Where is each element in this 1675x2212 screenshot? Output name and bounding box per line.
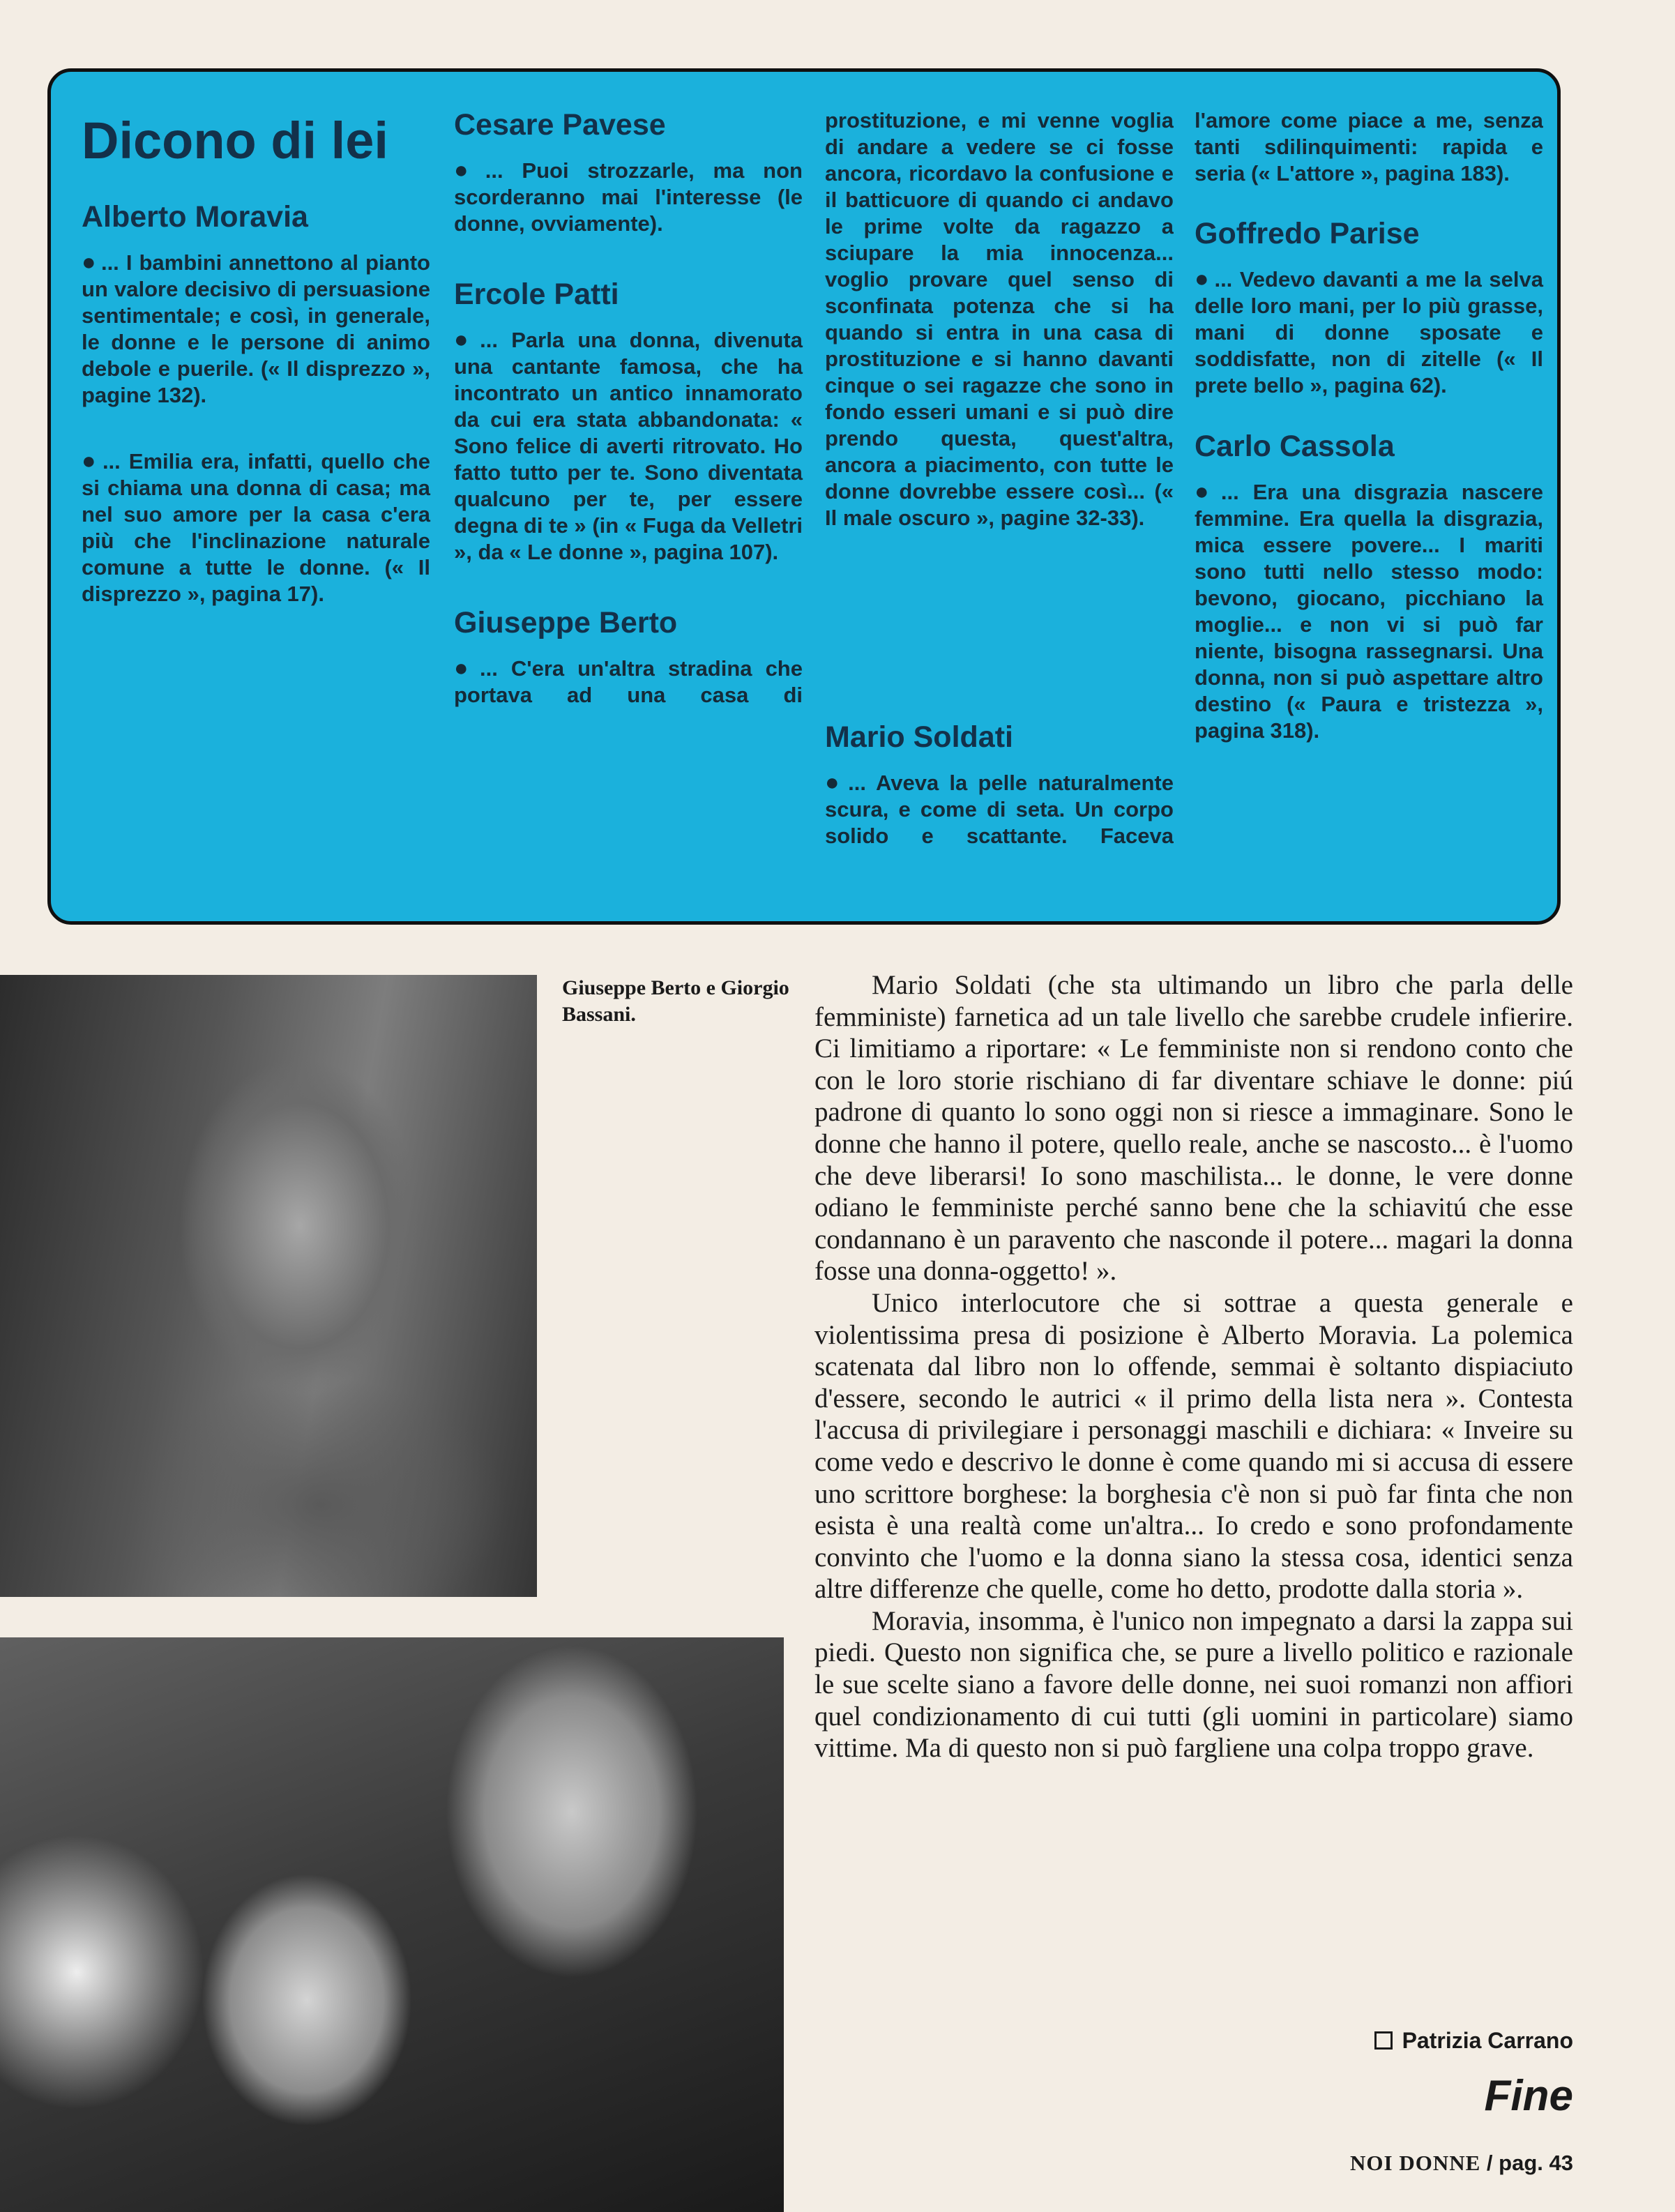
quote-continuation: prostituzione, e mi venne voglia di andare a vedere se ci fosse ancora, ricordavo la confusione e il batticuore di quando ci andavo le prime volte da ragazzo a sciupare la mia innocenza... voglio provare quel senso di sconfinata potenza che si ha quando si entra in una casa di prostituzione e si hanno davanti cinque o sei ragazze che sono in fondo esseri umani e si può dire prendo questa, quest'altra, ancora a piacimento, con tutte le donne dovrebbe essere così... (« Il male oscuro », pagine 32-33).	[825, 108, 1174, 530]
author-name: Goffredo Parise	[1195, 217, 1420, 250]
author-name: Alberto Moravia	[82, 200, 308, 234]
article-paragraph: Moravia, insomma, è l'unico non impegnato a darsi la zappa sui piedi. Questo non significa che, se pure a livello politico e razionale le sue scelte siano a favore delle donne, nei suoi romanzi non affiori quel condizionamento di cui tutti (gli uomini in particolare) siamo vittime. Ma di questo non si può fargliene una colpa troppo grave.	[814, 1605, 1573, 1764]
quote-text: ● ... Aveva la pelle naturalmente scura, e come di seta. Un corpo solido e scattante. Faceva	[825, 769, 1174, 848]
quote-text: ● ... I bambini annettono al pianto un valore decisivo di persuasione sentimentale; e così, in generale, le donne e le persone di animo debole e puerile. (« Il disprezzo », pagine 132).	[82, 249, 430, 407]
author-name: Ercole Patti	[454, 278, 619, 311]
sidebar-title: Dicono di lei	[82, 112, 388, 169]
quote-sidebar	[47, 68, 1561, 925]
sidebar-column-4	[1195, 107, 1543, 893]
quote-text-continued	[1195, 107, 1543, 186]
author-name: Cesare Pavese	[454, 108, 666, 142]
magazine-name: NOI DONNE	[1350, 2151, 1481, 2175]
article-paragraph: Mario Soldati (che sta ultimando un libro che parla delle femministe) farnetica ad un tale livello che sarebbe crudele infierire. Ci limitiamo a riportare: « Le femministe non si rendono conto che con le loro storie rischiano di far diventare schiave le donne: piú padrone di quanto lo sono oggi non si riesce a immaginare. Sono le donne che hanno il potere, quello reale, anche se nascosto... è l'uomo che deve liberarsi! Io sono maschilista... le donne, le vere donne odiano le femministe perché sanno bene che la schiavitú che esse condannano è un paravento che nasconde il potere... magari la donna fosse una donna-oggetto! ».	[814, 970, 1573, 1287]
author-name: Mario Soldati	[825, 720, 1013, 754]
quote-text: ● ... Emilia era, infatti, quello che si chiama una donna di casa; ma nel suo amore per la casa c'era più che l'inclinazione naturale comune a tutte le donne. (« Il disprezzo », pagina 17).	[82, 448, 430, 606]
article-author: Patrizia Carrano	[1374, 2028, 1573, 2054]
bullet-icon: ●	[825, 769, 844, 796]
sidebar-column-2	[454, 107, 803, 893]
bullet-icon: ●	[454, 326, 476, 353]
end-marker: Fine	[1484, 2072, 1573, 2120]
bullet-icon: ●	[454, 157, 481, 183]
quote-text-continued	[825, 107, 1174, 690]
quote-text: ● ... Puoi strozzarle, ma non scorderanno mai l'interesse (le donne, ovviamente).	[454, 157, 803, 236]
sidebar-column-3	[825, 107, 1174, 893]
photo-giorgio-bassani	[0, 1637, 784, 2212]
bullet-icon: ●	[82, 448, 98, 474]
photo-giuseppe-berto	[0, 975, 537, 1597]
bullet-icon: ●	[1195, 266, 1211, 292]
sidebar-column-1	[82, 107, 430, 893]
quote-text: ● ... Parla una donna, divenuta una cantante famosa, che ha incontrato un antico innamorato da cui era stata abbandonata: « Sono felice di averti ritrovato. Ho fatto tutto per te. Sono diventata qualcuno per te, per essere degna di te » (in « Fuga da Velletri », da « Le donne », pagina 107).	[454, 326, 803, 564]
quote-text: ● ... Vedevo davanti a me la selva delle loro mani, per lo più grasse, mani di donne sposate e soddisfatte, non di zitelle (« Il prete bello », pagina 62).	[1195, 266, 1543, 397]
quote-continuation: l'amore come piace a me, senza tanti sdilinquimenti: rapida e seria (« L'attore », pagina 183).	[1195, 108, 1543, 185]
footer-separator: /	[1486, 2151, 1493, 2175]
bullet-icon: ●	[1195, 478, 1217, 505]
article-body	[814, 969, 1573, 1764]
article-paragraph: Unico interlocutore che si sottrae a questa generale e violentissima presa di posizione è Alberto Moravia. La polemica scatenata dal libro non lo offende, semmai è soltanto dispiaciuto d'essere, secondo le autrici « il primo della lista nera ». Contesta l'accusa di privilegiare i personaggi maschili e dichiara: « Inveire su come vedo e descrivo le donne è come quando mi si accusa di essere uno scrittore borghese: la borghesia c'è non si può far finta che non esista è una realtà come un'altra... Io credo e sono profondamente convinto che l'uomo e la donna siano la stessa cosa, identici senza altre differenze che quelle, come ho detto, prodotte dalla storia ».	[814, 1287, 1573, 1605]
quote-text: ● ... C'era un'altra stradina che portava ad una casa di	[454, 655, 803, 707]
page-footer	[1350, 2151, 1573, 2176]
page-number: pag. 43	[1499, 2151, 1573, 2175]
author-name: Giuseppe Berto	[454, 606, 678, 639]
quote-text: ● ... Era una disgrazia nascere femmine. Era quella la disgrazia, mica essere povere... I mariti sono tutti nello stesso modo: bevono, giocano, picchiano la moglie... e non vi si può far niente, bisogna rassegnarsi. Una donna, non si può aspettare altro destino (« Paura e tristezza », pagina 318).	[1195, 478, 1543, 743]
bullet-icon: ●	[82, 249, 97, 275]
square-icon	[1374, 2031, 1393, 2050]
author-name: Carlo Cassola	[1195, 430, 1395, 463]
bullet-icon: ●	[454, 655, 476, 681]
photo-caption: Giuseppe Berto e Giorgio Bassani.	[562, 976, 789, 1026]
